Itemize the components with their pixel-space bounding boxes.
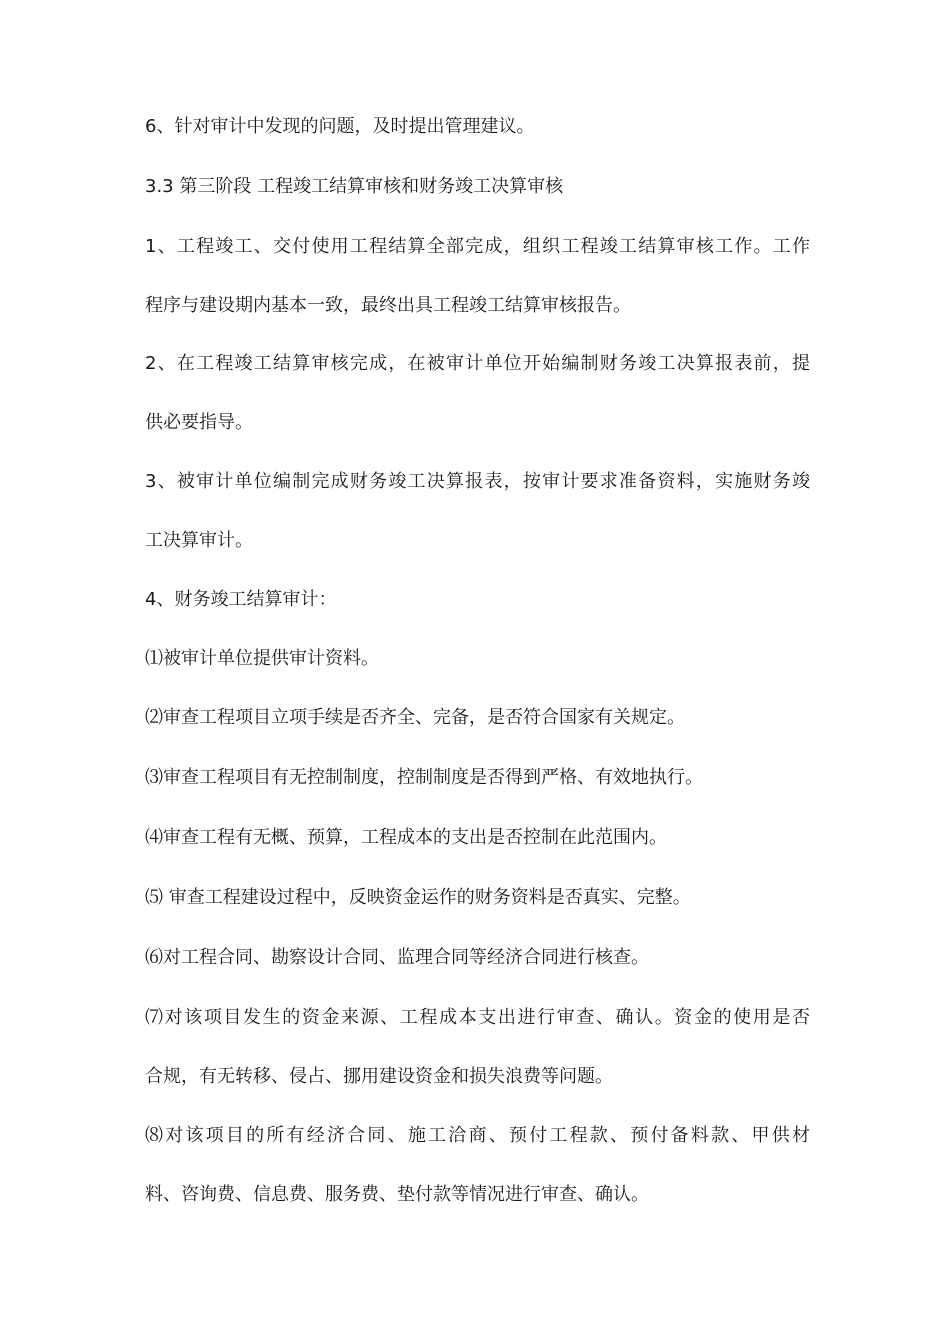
list-item: ⑻对该项目的所有经济合同、施工洽商、预付工程款、预付备料款、甲供材 bbox=[145, 1125, 810, 1146]
section-heading: 3.3 第三阶段 工程竣工结算审核和财务竣工决算审核 bbox=[145, 176, 564, 197]
list-item: ⑸ 审查工程建设过程中，反映资金运作的财务资料是否真实、完整。 bbox=[145, 887, 691, 908]
paragraph-line: 4、财务竣工结算审计： bbox=[145, 589, 337, 610]
paragraph-line: 供必要指导。 bbox=[145, 412, 253, 433]
paragraph-line: 6、针对审计中发现的问题，及时提出管理建议。 bbox=[145, 116, 535, 137]
list-item: ⑺对该项目发生的资金来源、工程成本支出进行审查、确认。资金的使用是否 bbox=[145, 1007, 810, 1028]
list-item: ⑶审查工程项目有无控制制度，控制制度是否得到严格、有效地执行。 bbox=[145, 767, 703, 788]
paragraph-line: 3、被审计单位编制完成财务竣工决算报表，按审计要求准备资料，实施财务竣 bbox=[145, 471, 810, 492]
paragraph-line: 料、咨询费、信息费、服务费、垫付款等情况进行审查、确认。 bbox=[145, 1184, 649, 1205]
paragraph-line: 1、工程竣工、交付使用工程结算全部完成，组织工程竣工结算审核工作。工作 bbox=[145, 236, 810, 257]
paragraph-line: 工决算审计。 bbox=[145, 530, 253, 551]
list-item: ⑷审查工程有无概、预算，工程成本的支出是否控制在此范围内。 bbox=[145, 827, 667, 848]
paragraph-line: 程序与建设期内基本一致，最终出具工程竣工结算审核报告。 bbox=[145, 295, 631, 316]
paragraph-line: 合规，有无转移、侵占、挪用建设资金和损失浪费等问题。 bbox=[145, 1066, 613, 1087]
list-item: ⑹对工程合同、勘察设计合同、监理合同等经济合同进行核查。 bbox=[145, 947, 649, 968]
paragraph-line: 2、在工程竣工结算审核完成，在被审计单位开始编制财务竣工决算报表前，提 bbox=[145, 353, 810, 374]
list-item: ⑵审查工程项目立项手续是否齐全、完备，是否符合国家有关规定。 bbox=[145, 707, 685, 728]
list-item: ⑴被审计单位提供审计资料。 bbox=[145, 648, 379, 669]
